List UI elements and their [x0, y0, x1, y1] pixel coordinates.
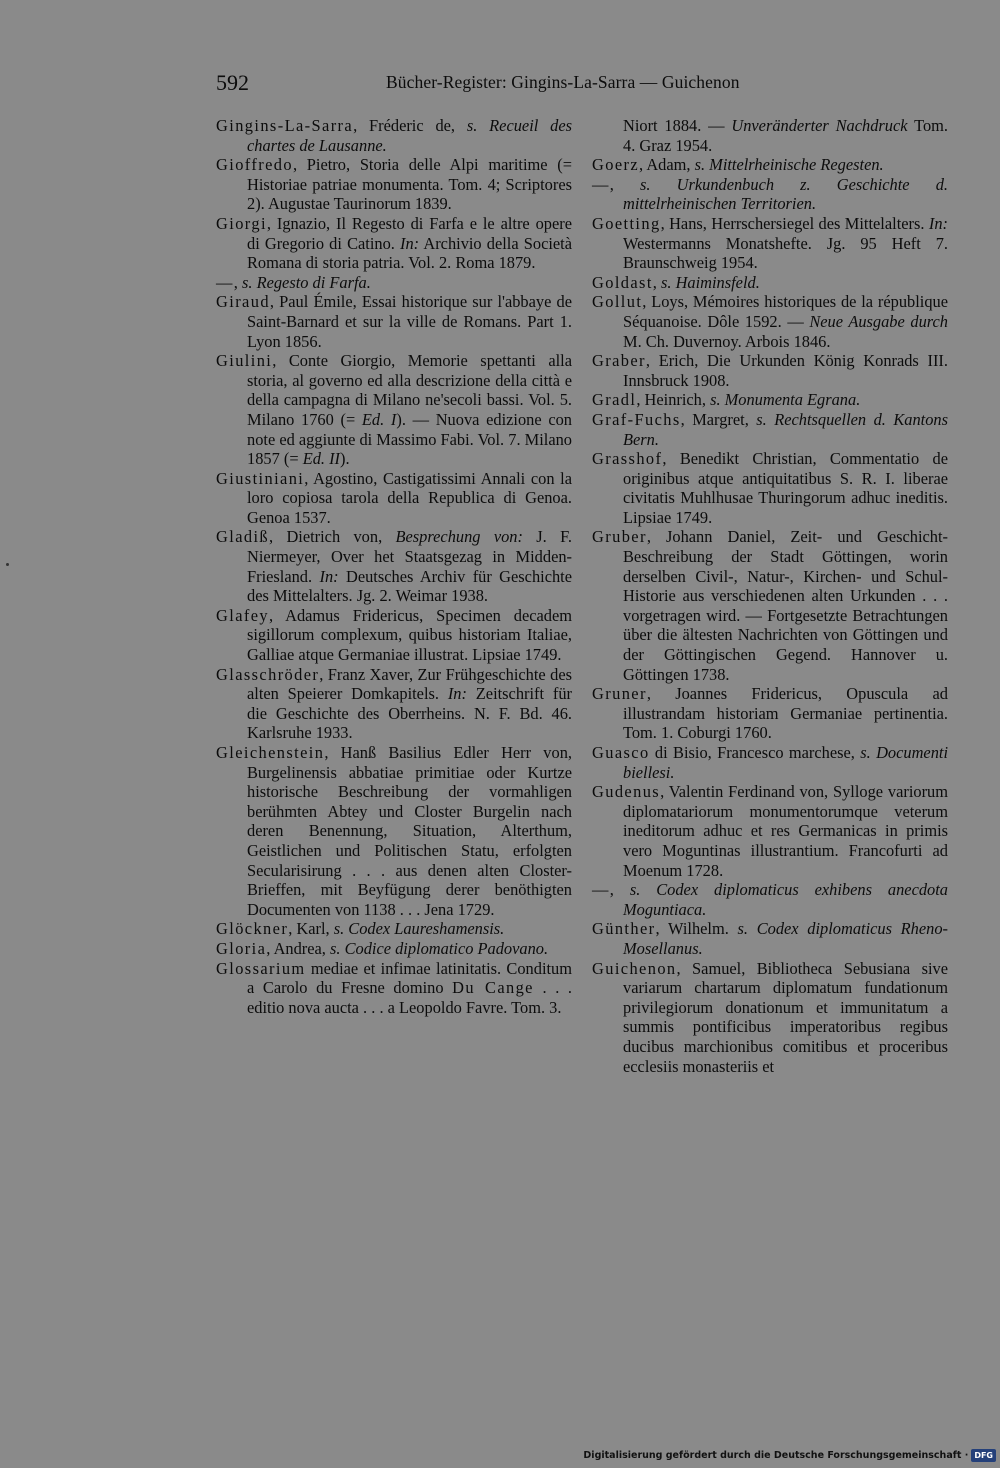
register-entry — [216, 116, 572, 155]
entry-italic: s. Urkundenbuch z. Geschichte d. mittelrheinischen Territorien. — [623, 174, 949, 214]
entry-name: Giustiniani — [216, 468, 305, 488]
entry-italic: s. Recueil des chartes de Lausanne. — [247, 116, 572, 155]
entry-name: Goldast — [592, 272, 653, 292]
entry-text: , Hans, Herrschersiegel des Mittelalters. — [660, 213, 929, 233]
register-entry — [592, 449, 948, 527]
entry-text: , — [652, 272, 661, 292]
entry-text: M. Ch. Duvernoy. Arbois 1846. — [623, 331, 831, 351]
register-entry — [216, 292, 572, 351]
entry-text: , Ignazio, Il Regesto di Farfa e le altre opere di Gregorio di Catino. — [247, 213, 572, 253]
entry-text: Deutsches Archiv für Geschichte des Mittelalters. Jg. 2. Weimar 1938. — [247, 566, 572, 606]
scan-speck — [6, 563, 9, 566]
entry-name: Guichenon — [592, 958, 677, 978]
entry-text: Archivio della Società Romana di storia patria. Vol. 2. Roma 1879. — [247, 233, 572, 273]
entry-name: Goerz — [592, 155, 640, 175]
entry-italic: s. Haiminsfeld. — [661, 272, 760, 292]
entry-text: , Pietro, Storia delle Alpi maritime (= Historiae patriae monumenta. Tom. 4; Scriptores 2). Augustae Taurinorum 1839. — [247, 155, 572, 214]
register-entry — [592, 273, 948, 293]
register-entry — [216, 665, 572, 743]
entry-name: Gioffredo — [216, 155, 293, 175]
entry-name: Gloria — [216, 938, 267, 958]
entry-name: Glöckner — [216, 919, 289, 939]
entry-text: , — [609, 174, 641, 194]
entry-name: Gradl — [592, 390, 637, 410]
register-entry — [216, 214, 572, 273]
digitization-footer — [583, 1448, 996, 1462]
register-entry — [216, 527, 572, 605]
entry-italic: s. Codex diplomaticus exhibens anecdota Moguntiaca. — [623, 880, 948, 919]
entry-text: Niort 1884. — — [623, 116, 732, 135]
entry-italic: In: — [319, 566, 339, 586]
entry-text: ). — [340, 449, 350, 469]
entry-text: J. F. Niermeyer, Over het Staatsgezag in Midden-Friesland. — [247, 527, 573, 586]
entry-text: Zeitschrift für die Geschichte des Oberrheins. N. F. Bd. 46. Karlsruhe 1933. — [247, 684, 572, 743]
register-entry — [592, 175, 948, 214]
entry-italic: s. Documenti biellesi. — [623, 743, 949, 782]
page-number: 592 — [216, 70, 249, 95]
register-entry — [592, 116, 948, 155]
footer-text: Digitalisierung gefördert durch die Deutsche Forschungsgemeinschaft · — [583, 1449, 969, 1461]
entry-italic: Ed. I — [361, 409, 397, 429]
entry-text: , Margret, — [680, 409, 757, 429]
register-entry — [592, 919, 948, 958]
entry-text: , Franz Xaver, Zur Frühgeschichte des alten Speierer Domkapitels. — [247, 664, 572, 704]
register-entry — [592, 351, 948, 390]
entry-name: Gruner — [592, 684, 647, 704]
entry-text: , Loys, Mémoires historiques de la république Séquanoise. Dôle 1592. — — [623, 292, 948, 331]
entry-text: , Karl, — [288, 919, 334, 939]
entry-name: Gudenus — [592, 782, 661, 802]
entry-name: Graf-Fuchs — [592, 409, 681, 429]
entry-name: Grasshof — [592, 449, 663, 469]
entry-text: , Hanß Basilius Edler Herr von, Burgelinensis abbatiae primitiae oder Kurtze historische Beschreibung der vormahligen berühmten Abtey und Closter Burgelin nach deren Benennung, Situation, Alterthum, Geistlichen und Politischen Statu, erfolgten Secularisirung . . . aus denen alten Closter-Brieffen, mit Beyfügung derer benöthigten Documenten von 1138 . . . Jena 1729. — [247, 743, 572, 919]
running-title: Bücher-Register: Gingins-La-Sarra — Guichenon — [386, 72, 740, 92]
register-entry — [216, 743, 572, 919]
register-entry — [216, 939, 572, 959]
entry-text: , Samuel, Bibliotheca Sebusiana sive variarum chartarum diplomatum fundationum privilegiorum donationum et immunitatum a summis pontificibus imperatoribus regibus ducibus marchionibus comitibus et proceribus ecclesiis monasteriis et — [623, 958, 948, 1076]
entry-italic: s. Monumenta Egrana. — [710, 390, 861, 410]
entry-text: mediae et infimae latinitatis. Conditum a Carolo du Fresne domino — [247, 958, 572, 998]
entry-text: , Andrea, — [266, 938, 331, 958]
entry-text: , Conte Giorgio, Memorie spettanti alla storia, al governo ed alla descrizione della città e della campagna di Milano ne'secoli bassi. Vol. 5. Milano 1760 (= — [247, 351, 572, 429]
register-entry — [592, 390, 948, 410]
entry-text: , Paul Émile, Essai historique sur l'abbaye de Saint-Barnard et sur la ville de Romans. Part 1. Lyon 1856. — [247, 292, 572, 351]
entry-name: Du Cange — [452, 978, 534, 998]
entry-name: — — [592, 174, 610, 194]
entry-text: ). — Nuova edizione con note ed aggiunte di Massimo Fabi. Vol. 7. Milano 1857 (= — [247, 409, 572, 469]
entry-italic: Unveränderter Nachdruck — [731, 116, 908, 135]
entry-italic: s. Mittelrheinische Regesten. — [694, 155, 884, 175]
entry-name: Gleichenstein — [216, 743, 325, 762]
dfg-logo-icon: DFG — [971, 1449, 996, 1462]
entry-name: Gladiß — [216, 527, 270, 547]
entry-text: , Erich, Die Urkunden König Konrads III. Innsbruck 1908. — [623, 351, 948, 390]
entry-italic: Besprechung von: — [395, 527, 523, 547]
entry-text: , Agostino, Castigatissimi Annali con la loro copiosa tarola della Republica di Genoa. Genoa 1537. — [247, 468, 572, 527]
entry-name: Giraud — [216, 292, 270, 312]
entry-text: . . . editio nova aucta . . . a Leopoldo Favre. Tom. 3. — [247, 978, 573, 1017]
entry-text: , Fréderic de, — [353, 116, 467, 135]
register-entry — [592, 880, 948, 919]
entry-name: — — [592, 880, 610, 900]
entry-name: Glossarium — [216, 958, 306, 978]
entry-text: , Johann Daniel, Zeit- und Geschicht-Beschreibung der Stadt Göttingen, worin derselben Civil-, Natur-, Kirchen- und Schul-Historie aus verschiedenen alten Urkunden . . . vorgetragen wird. — Fortgesetzte Betrachtungen über die ältesten Nachrichten von Göttingen und der Göttingischen Gegend. Hannover u. Göttingen 1738. — [623, 527, 948, 684]
register-entry — [592, 527, 948, 684]
entry-text: , Benedikt Christian, Commentatio de originibus atque antiquitatibus S. R. I. liberae civitatis Muhlhusae Thuringorum adhuc ineditis. Lipsiae 1749. — [623, 449, 948, 527]
entry-italic: Neue Ausgabe durch — [809, 311, 949, 331]
entry-italic: In: — [928, 213, 948, 233]
entry-italic: In: — [400, 233, 420, 253]
left-column — [216, 116, 572, 1017]
entry-italic: s. Codex diplomaticus Rheno-Mosellanus. — [623, 919, 949, 958]
entry-italic: s. Codice diplomatico Padovano. — [330, 938, 549, 958]
entry-italic: s. Regesto di Farfa. — [242, 272, 371, 292]
register-entry — [592, 743, 948, 782]
register-entry — [592, 214, 948, 273]
entry-name: Günther — [592, 919, 656, 939]
entry-text: , — [233, 272, 242, 292]
entry-name: Gruber — [592, 527, 647, 547]
register-entry — [592, 959, 948, 1077]
entry-text: , Dietrich von, — [269, 527, 396, 547]
entry-text: Tom. 4. Graz 1954. — [623, 116, 948, 155]
register-entry — [592, 684, 948, 743]
entry-name: Gollut — [592, 292, 643, 312]
entry-text: Westermanns Monatshefte. Jg. 95 Heft 7. Braunschweig 1954. — [623, 233, 948, 273]
register-entry — [216, 273, 572, 293]
register-entry — [592, 782, 948, 880]
register-entry — [592, 292, 948, 351]
entry-text: , Joannes Fridericus, Opuscula ad illustrandam historiam Germaniae pertinentia. Tom. 1. Coburgi 1760. — [623, 684, 948, 743]
entry-italic: In: — [447, 684, 467, 704]
register-entry — [216, 606, 572, 665]
register-entry — [592, 410, 948, 449]
register-entry — [216, 155, 572, 214]
page-header — [216, 70, 948, 96]
entry-text: , Adamus Fridericus, Specimen decadem sigillorum complexum, quibus historiam Italiae, Galliae atque Germaniae illustrat. Lipsiae 1749. — [247, 605, 572, 665]
register-entry — [592, 155, 948, 175]
right-column — [592, 116, 948, 1076]
entry-text: , Adam, — [639, 155, 695, 175]
entry-text: di Bisio, Francesco marchese, — [649, 743, 861, 762]
register-entry — [216, 469, 572, 528]
entry-name: Guasco — [592, 743, 650, 762]
register-entry — [216, 919, 572, 939]
register-entry — [216, 959, 572, 1018]
entry-italic: s. Codex Laureshamensis. — [333, 919, 505, 939]
entry-name: Glasschröder — [216, 664, 320, 684]
entry-name: Giorgi — [216, 213, 267, 233]
entry-name: Gingins-La-Sarra — [216, 116, 354, 135]
entry-name: Giulini — [216, 351, 273, 371]
entry-name: Goetting — [592, 213, 661, 233]
entry-text: , Heinrich, — [636, 390, 711, 410]
entry-name: — — [216, 272, 234, 292]
entry-text: , — [609, 880, 630, 900]
entry-italic: Ed. II — [302, 449, 341, 469]
entry-name: Glafey — [216, 605, 269, 625]
entry-italic: s. Rechtsquellen d. Kantons Bern. — [623, 409, 948, 449]
register-entry — [216, 351, 572, 469]
entry-name: Graber — [592, 351, 646, 371]
entry-text: , Wilhelm. — [655, 919, 738, 939]
entry-text: , Valentin Ferdinand von, Sylloge variorum diplomatariorum monumentorumque veterum ineditorum adhuc et res Germanicas in primis vero Moguntinas illustrantium. Francofurti ad Moenum 1728. — [623, 782, 948, 880]
